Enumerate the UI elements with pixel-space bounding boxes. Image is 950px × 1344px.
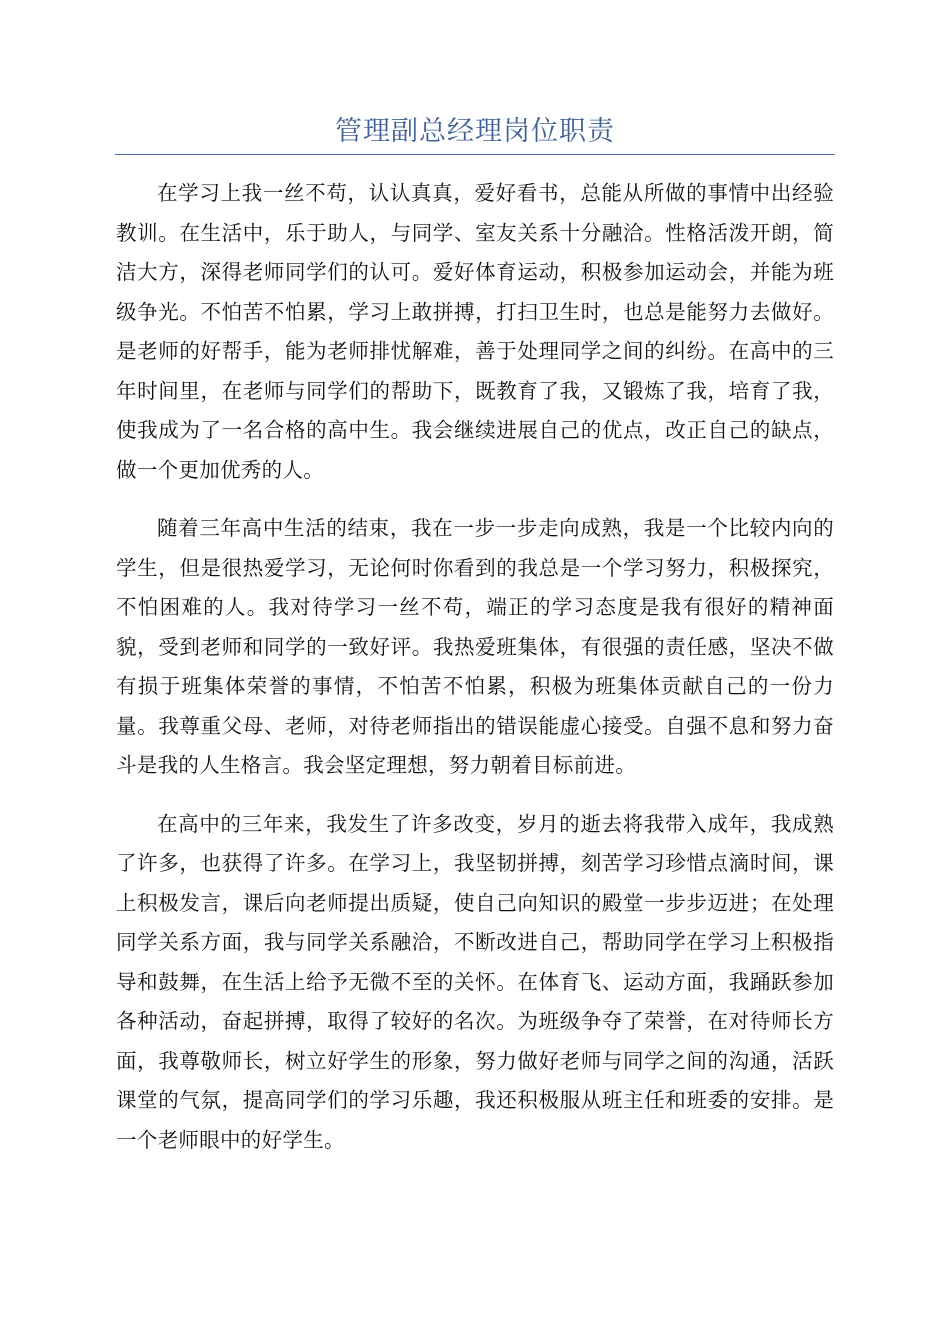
page-title: 管理副总经理岗位职责	[335, 116, 615, 147]
paragraph-3: 在高中的三年来，我发生了许多改变，岁月的逝去将我带入成年，我成熟了许多，也获得了许多。在学习上，我坚韧拼搏，刻苦学习珍惜点滴时间，课上积极发言，课后向老师提出质疑，使自己向知识的殿堂一步步迈进；在处理同学关系方面，我与同学关系融洽，不断改进自己，帮助同学在学习上积极指导和鼓舞，在生活上给予无微不至的关怀。在体育飞、运动方面，我踊跃参加各种活动，奋起拼搏，取得了较好的名次。为班级争夺了荣誉，在对待师长方面，我尊敬师长，树立好学生的形象，努力做好老师与同学之间的沟通，活跃课堂的气氛，提高同学们的学习乐趣，我还积极服从班主任和班委的安排。是一个老师眼中的好学生。	[116, 811, 834, 1152]
paragraph-1: 在学习上我一丝不苟，认认真真，爱好看书，总能从所做的事情中出经验教训。在生活中，乐于助人，与同学、室友关系十分融洽。性格活泼开朗，简洁大方，深得老师同学们的认可。爱好体育运动，积极参加运动会，并能为班级争光。不怕苦不怕累，学习上敢拼搏，打扫卫生时，也总是能努力去做好。是老师的好帮手，能为老师排忧解难，善于处理同学之间的纠纷。在高中的三年时间里，在老师与同学们的帮助下，既教育了我，又锻炼了我，培育了我，使我成为了一名合格的高中生。我会继续进展自己的优点，改正自己的缺点，做一个更加优秀的人。	[116, 181, 834, 482]
paragraph-2: 随着三年高中生活的结束，我在一步一步走向成熟，我是一个比较内向的学生，但是很热爱学习，无论何时你看到的我总是一个学习努力，积极探究，不怕困难的人。我对待学习一丝不苟，端正的学习态度是我有很好的精神面貌，受到老师和同学的一致好评。我热爱班集体，有很强的责任感，坚决不做有损于班集体荣誉的事情，不怕苦不怕累，积极为班集体贡献自己的一份力量。我尊重父母、老师，对待老师指出的错误能虚心接受。自强不息和努力奋斗是我的人生格言。我会坚定理想，努力朝着目标前进。	[116, 516, 834, 777]
document-body	[116, 174, 834, 1179]
title-underline	[115, 154, 835, 155]
